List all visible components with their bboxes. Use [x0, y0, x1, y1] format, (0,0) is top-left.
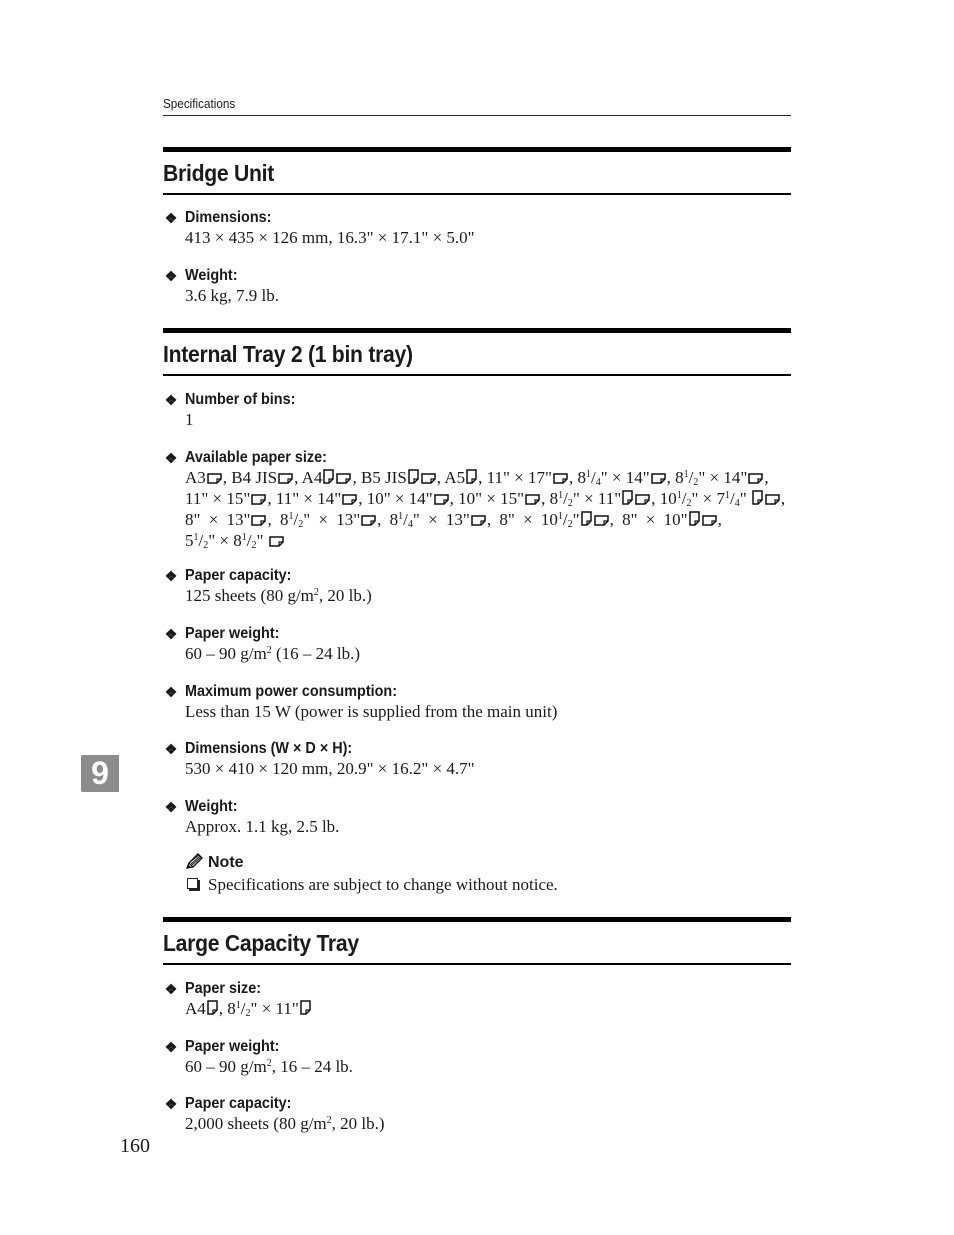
portrait-paper-icon: [408, 469, 419, 489]
landscape-paper-icon: [635, 490, 650, 510]
item-value: 3.6 kg, 7.9 lb.: [185, 286, 279, 305]
item-label: Available paper size:: [185, 449, 327, 466]
portrait-paper-icon: [300, 1000, 311, 1020]
item-value: 60 – 90 $g/m^2$ (16 – 24 lb.): [185, 644, 360, 663]
page-number: 160: [120, 1135, 150, 1157]
bullet-icon: ❖: [164, 625, 178, 642]
item-value: Less than 15 W (power is supplied from the main unit): [185, 702, 558, 721]
item-value: 2,000 sheets (80 $g/m^2$, 20 lb.): [185, 1114, 385, 1133]
bullet-icon: ❖: [164, 209, 178, 226]
paper-size-line-3: 8" × 13" , $8^1/_2$" × 13" , $8^1/_4$" × 13" , 8" × $10^1/_2$" , 8" × 10" ,: [185, 510, 722, 530]
note-item: Specifications are subject to change without notice.: [185, 874, 791, 896]
item-value: 413 × 435 × 126 mm, 16.3" × 17.1" × 5.0": [185, 228, 475, 247]
section-bottom-rule: [163, 193, 791, 195]
item-value: A4 , $8^1/_2$" × 11": [185, 999, 791, 1020]
section-internal-tray: [163, 328, 791, 376]
note-title: Note: [208, 854, 244, 871]
portrait-paper-icon: [689, 511, 700, 531]
chapter-tab: 9: [81, 755, 119, 792]
item-label: Dimensions:: [185, 209, 272, 226]
bullet-icon: ❖: [164, 798, 178, 815]
tray-weight: [163, 797, 791, 837]
item-label: Dimensions (W × D × H):: [185, 740, 353, 757]
running-header: Specifications: [163, 96, 236, 111]
landscape-paper-icon: [342, 490, 357, 510]
item-value: 1: [185, 410, 194, 429]
landscape-paper-icon: [421, 469, 436, 489]
bullet-icon: ❖: [164, 567, 178, 584]
portrait-paper-icon: [622, 490, 633, 510]
bullet-icon: ❖: [164, 980, 178, 997]
paper-size-list: [185, 468, 791, 552]
landscape-paper-icon: [251, 511, 266, 531]
note-block: [185, 852, 791, 896]
section-title: Internal Tray 2 (1 bin tray): [163, 341, 413, 367]
bullet-icon: ❖: [164, 1038, 178, 1055]
paper-size-line-1: A3 , B4 JIS , A4 , B5 JIS , A5 , 11" × 17" , $8^1/_4$" × 14" , $8^1/_2$" × 14" ,: [185, 468, 769, 488]
section-bottom-rule: [163, 963, 791, 965]
bullet-icon: ❖: [164, 1095, 178, 1112]
checkbox-icon: [187, 878, 198, 889]
bullet-icon: ❖: [164, 740, 178, 757]
item-label: Maximum power consumption:: [185, 683, 398, 700]
item-label: Paper weight:: [185, 1038, 280, 1055]
landscape-paper-icon: [702, 511, 717, 531]
landscape-paper-icon: [553, 469, 568, 489]
landscape-paper-icon: [207, 469, 222, 489]
section-bottom-rule: [163, 374, 791, 376]
item-label: Weight:: [185, 798, 238, 815]
tray-max-power: [163, 682, 791, 722]
item-value: 530 × 410 × 120 mm, 20.9" × 16.2" × 4.7": [185, 759, 475, 778]
bullet-icon: ❖: [164, 391, 178, 408]
tray-available-paper-size: [163, 448, 791, 552]
item-value: 125 sheets (80 $g/m^2$, 20 lb.): [185, 586, 372, 605]
landscape-paper-icon: [471, 511, 486, 531]
tray-paper-weight: [163, 624, 791, 664]
item-label: Paper weight:: [185, 625, 280, 642]
bridge-weight: [163, 266, 791, 306]
landscape-paper-icon: [251, 490, 266, 510]
bullet-icon: ❖: [164, 449, 178, 466]
item-label: Paper size:: [185, 980, 262, 997]
portrait-paper-icon: [323, 469, 334, 489]
portrait-paper-icon: [752, 490, 763, 510]
bridge-dimensions: [163, 208, 791, 248]
landscape-paper-icon: [748, 469, 763, 489]
section-title: Large Capacity Tray: [163, 930, 359, 956]
portrait-paper-icon: [466, 469, 477, 489]
landscape-paper-icon: [269, 532, 284, 552]
item-label: Number of bins:: [185, 391, 296, 408]
bullet-icon: ❖: [164, 683, 178, 700]
item-label: Weight:: [185, 267, 238, 284]
tray-paper-capacity: [163, 566, 791, 606]
item-label: Paper capacity:: [185, 1095, 292, 1112]
header-rule: [163, 115, 791, 116]
landscape-paper-icon: [651, 469, 666, 489]
landscape-paper-icon: [594, 511, 609, 531]
landscape-paper-icon: [525, 490, 540, 510]
pencil-note-icon: [185, 852, 204, 875]
landscape-paper-icon: [278, 469, 293, 489]
landscape-paper-icon: [765, 490, 780, 510]
lct-paper-weight: [163, 1037, 791, 1077]
tray-number-of-bins: [163, 390, 791, 430]
portrait-paper-icon: [207, 1000, 218, 1020]
landscape-paper-icon: [336, 469, 351, 489]
bullet-icon: ❖: [164, 267, 178, 284]
landscape-paper-icon: [361, 511, 376, 531]
lct-paper-size: [163, 979, 791, 1020]
portrait-paper-icon: [581, 511, 592, 531]
section-title: Bridge Unit: [163, 160, 274, 186]
item-value: 60 – 90 $g/m^2$, 16 – 24 lb.: [185, 1057, 353, 1076]
landscape-paper-icon: [434, 490, 449, 510]
lct-paper-capacity: [163, 1094, 791, 1134]
section-bridge-unit: [163, 147, 791, 195]
paper-size-line-4: $5^1/_2$" × $8^1/_2$": [185, 531, 791, 552]
item-value: Approx. 1.1 kg, 2.5 lb.: [185, 817, 340, 836]
section-large-capacity-tray: [163, 917, 791, 965]
paper-size-line-2: 11" × 15" , 11" × 14" , 10" × 14" , 10" × 15" , $8^1/_2$" × 11" , $10^1/_2$" × $7^1/_4$" ,: [185, 489, 786, 509]
tray-dimensions: [163, 739, 791, 779]
item-label: Paper capacity:: [185, 567, 292, 584]
